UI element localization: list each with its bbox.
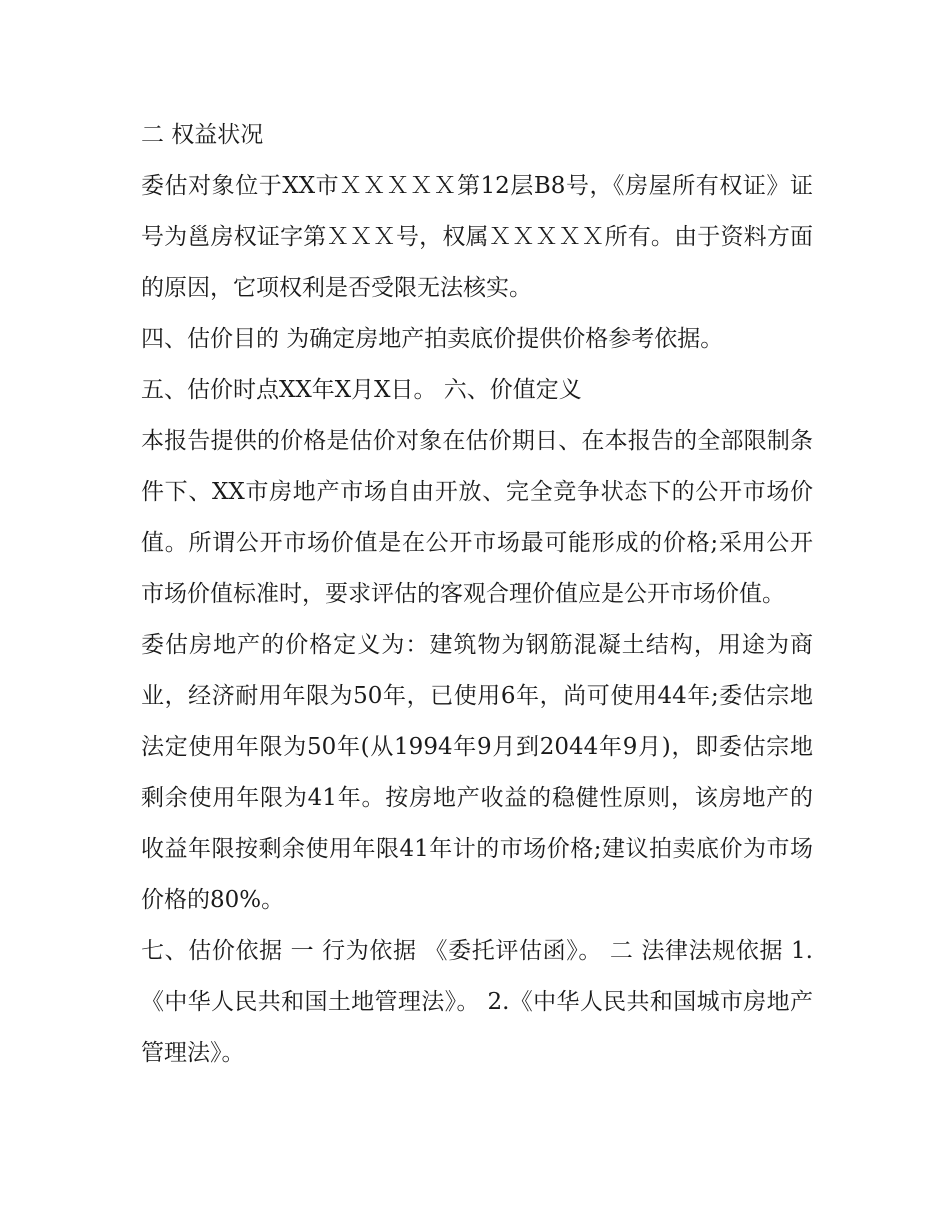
paragraph-valuation-date: 五、估价时点XX年X月X日。 六、价值定义 xyxy=(141,377,582,403)
paragraph-valuation-purpose: 四、估价目的 为确定房地产拍卖底价提供价格参考依据。 xyxy=(141,326,724,352)
paragraph-valuation-basis: 七、估价依据 一 行为依据 《委托评估函》。 二 法律法规依据 1.《中华人民共和国土地管理法》。 2.《中华人民共和国城市房地产管理法》。 xyxy=(141,938,813,1066)
paragraph-price-definition: 委估房地产的价格定义为：建筑物为钢筋混凝土结构，用途为商业，经济耐用年限为50年，已使用6年，尚可使用44年;委估宗地法定使用年限为50年(从1994年9月到2044年9月)，即委估宗地剩余使用年限为41年。按房地产收益的稳健性原则，该房地产的收益年限按剩余使用年限41年计的市场价格;建议拍卖底价为市场价格的80%。 xyxy=(141,632,813,913)
paragraph-property-location: 委估对象位于XX市ＸＸＸＸＸ第12层B8号，《房屋所有权证》证号为邕房权证字第ＸＸＸ号，权属ＸＸＸＸＸ所有。由于资料方面的原因，它项权利是否受限无法核实。 xyxy=(141,173,813,301)
paragraph-value-definition: 本报告提供的价格是估价对象在估价期日、在本报告的全部限制条件下、XX市房地产市场自由开放、完全竞争状态下的公开市场价值。所谓公开市场价值是在公开市场最可能形成的价格;采用公开市场价值标准时，要求评估的客观合理价值应是公开市场价值。 xyxy=(141,428,813,607)
document-body xyxy=(141,110,813,1079)
section-heading-rights: 二 权益状况 xyxy=(141,122,264,148)
